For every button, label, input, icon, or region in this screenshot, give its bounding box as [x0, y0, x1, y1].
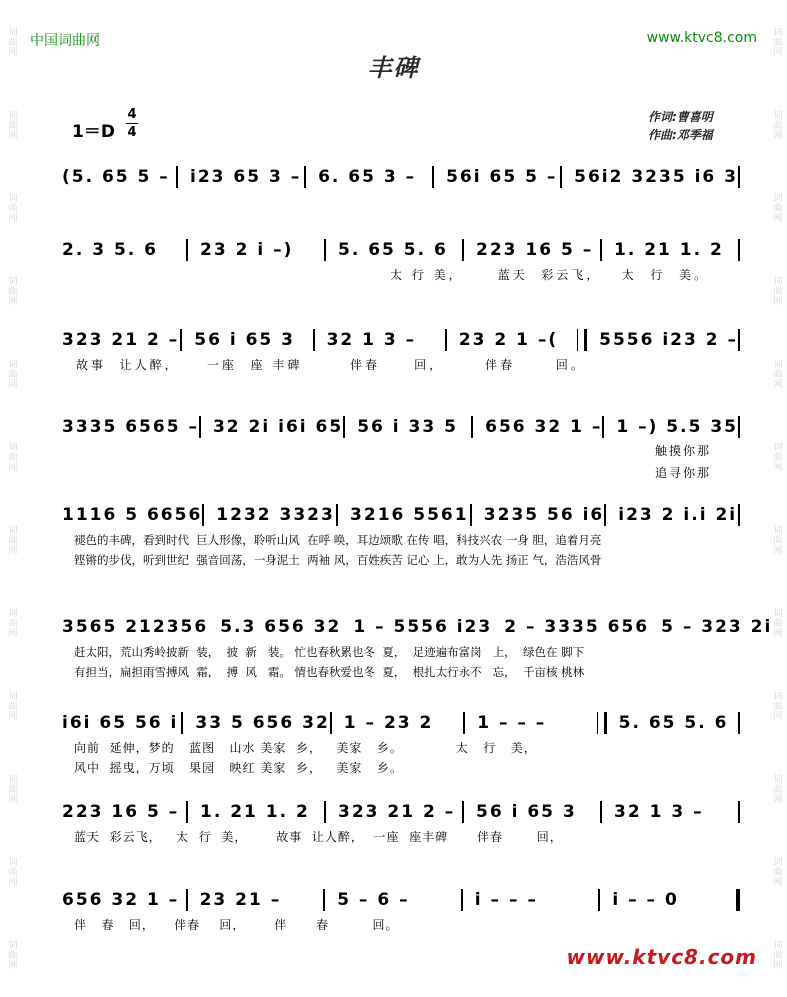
measure: 3565 212356	[62, 617, 209, 637]
measure: 5. 65 5. 6	[618, 713, 729, 733]
measure: 33 5 656 32	[195, 713, 330, 733]
meter-bottom: 4	[127, 125, 137, 140]
lyric-line: 风中 摇曳，万顷 果园 映红 美家 乡， 美家 乡。	[74, 761, 403, 775]
measure: 5556 i23 2 –	[599, 330, 739, 350]
measure: 5 – 6 –	[337, 890, 410, 910]
notation-row	[50, 612, 773, 642]
song-title: 丰碑	[367, 54, 420, 82]
notation-row	[50, 162, 740, 192]
measure: 1 – – –	[477, 713, 547, 733]
system-2	[50, 235, 740, 285]
measure: i – – 0	[612, 890, 679, 910]
meter-top: 4	[127, 107, 137, 122]
measure: 5.3 656 32	[220, 617, 342, 637]
measure: 3235 56 i6	[483, 505, 605, 525]
lyricist: 作词:曹喜明	[648, 110, 713, 124]
lyric-line: 太 行 美， 蓝天 彩云飞， 太 行 美。	[390, 268, 710, 282]
measure: (5. 65 5 –	[62, 167, 170, 187]
pickup-lyrics	[655, 440, 711, 484]
measure: 1. 21 1. 2	[614, 240, 724, 260]
measure: 1232 3323	[216, 505, 335, 525]
site-url: www.ktvc8.com	[646, 30, 757, 46]
measure: 1 – 23 2	[343, 713, 434, 733]
notation-row	[50, 412, 740, 442]
measure: i23 65 3 –	[190, 167, 302, 187]
system-7	[50, 708, 740, 778]
right-side-watermark: 词曲网 词曲网 词曲网 词曲网 词曲网 词曲网 词曲网 词曲网 词曲网 词曲网 词曲网 词曲网	[771, 26, 782, 971]
left-side-watermark: 词曲网 词曲网 词曲网 词曲网 词曲网 词曲网 词曲网 词曲网 词曲网 词曲网 词曲网 词曲网	[6, 26, 17, 971]
measure: 56i2 3235 i6 3	[574, 167, 738, 187]
measure: 6. 65 3 –	[318, 167, 417, 187]
system-9	[50, 885, 740, 935]
system-8	[50, 797, 740, 847]
measure: 3216 5561	[350, 505, 469, 525]
measure: 1 –) 5.5 35	[616, 417, 738, 437]
measure: 56 i 65 3	[194, 330, 296, 350]
time-signature	[126, 108, 138, 139]
measure: 223 16 5 –	[62, 802, 180, 822]
notation-row	[50, 325, 740, 355]
measure: 3335 6565 –	[62, 417, 199, 437]
measure: 2. 3 5. 6	[62, 240, 158, 260]
system-5	[50, 500, 740, 570]
system-3	[50, 325, 740, 375]
measure: 2 – 3335 656	[504, 617, 650, 637]
measure: 656 32 1 –	[485, 417, 603, 437]
measure: 23 2 1 –(	[458, 330, 559, 350]
notation-row	[50, 885, 740, 915]
measure: i – – –	[474, 890, 538, 910]
credits	[648, 108, 713, 144]
lyric-line: 触摸你那	[655, 444, 712, 458]
measure: 56 i 65 3	[476, 802, 577, 822]
system-1	[50, 162, 740, 192]
notation-row	[50, 500, 740, 530]
notation-row	[50, 708, 740, 738]
lyric-line: 故事 让人醉， 一座 座 丰碑 伴春 回， 伴春 回。	[76, 358, 586, 372]
notation-row	[50, 235, 740, 265]
measure: 23 21 –	[199, 890, 282, 910]
site-name: 中国词曲网	[30, 33, 100, 49]
measure: 323 21 2 –	[338, 802, 456, 822]
measure: 223 16 5 –	[476, 240, 594, 260]
measure: 32 2i i6i 65	[212, 417, 344, 437]
measure: 32 1 3 –	[326, 330, 417, 350]
lyric-line: 追寻你那	[655, 466, 712, 480]
system-4	[50, 412, 740, 442]
lyric-line: 向前 延伸，梦的 蓝图 山水 美家 乡， 美家 乡。 太 行 美，	[74, 741, 537, 755]
measure: 5 – 323 2i	[661, 617, 773, 637]
lyric-line: 蓝天 彩云飞， 太 行 美， 故事 让人醉， 一座 座丰碑 伴春 回，	[74, 830, 563, 844]
lyric-line: 赶太阳，荒山秀岭披新 装， 披 新 装。 忙也春秋累也冬 夏， 足迹遍布富岗 上， 绿色在 脚下	[74, 645, 585, 659]
notation-row	[50, 797, 740, 827]
measure: 56i 65 5 –	[446, 167, 558, 187]
measure: 656 32 1 –	[62, 890, 180, 910]
measure: i6i 65 56 i	[62, 713, 179, 733]
measure: 23 2 i –)	[200, 240, 294, 260]
measure: 32 1 3 –	[614, 802, 704, 822]
lyric-line: 伴 春 回， 伴春 回， 伴 春 回。	[74, 918, 399, 932]
measure: 323 21 2 –	[62, 330, 180, 350]
measure: 1. 21 1. 2	[200, 802, 310, 822]
measure: 5. 65 5. 6	[338, 240, 448, 260]
key-signature: 1＝D	[72, 122, 115, 142]
lyric-line: 有担当，扁担雨雪搏风 霜， 搏 风 霜。 情也春秋爱也冬 夏， 根扎太行永不 忘， 千亩核 桃林	[74, 665, 585, 679]
system-6	[50, 612, 773, 682]
measure: 1 – 5556 i23	[353, 617, 493, 637]
watermark-url: www.ktvc8.com	[566, 945, 757, 969]
measure: 1116 5 6656	[62, 505, 203, 525]
measure: i23 2 i.i 2i	[618, 505, 738, 525]
composer: 作曲:邓季福	[648, 128, 713, 142]
measure: 56 i 33 5	[357, 417, 458, 437]
lyric-line: 褪色的丰碑，看到时代 巨人形像，聆听山风 在呼 唤，耳边颂歌 在传 唱，科技兴农 一身 胆，追着月亮	[74, 533, 602, 547]
lyric-line: 铿锵的步伐，听到世纪 强音回荡，一身泥土 两袖 风，百姓疾苦 记心 上，敢为人先 扬正 气，浩浩风骨	[74, 553, 602, 567]
